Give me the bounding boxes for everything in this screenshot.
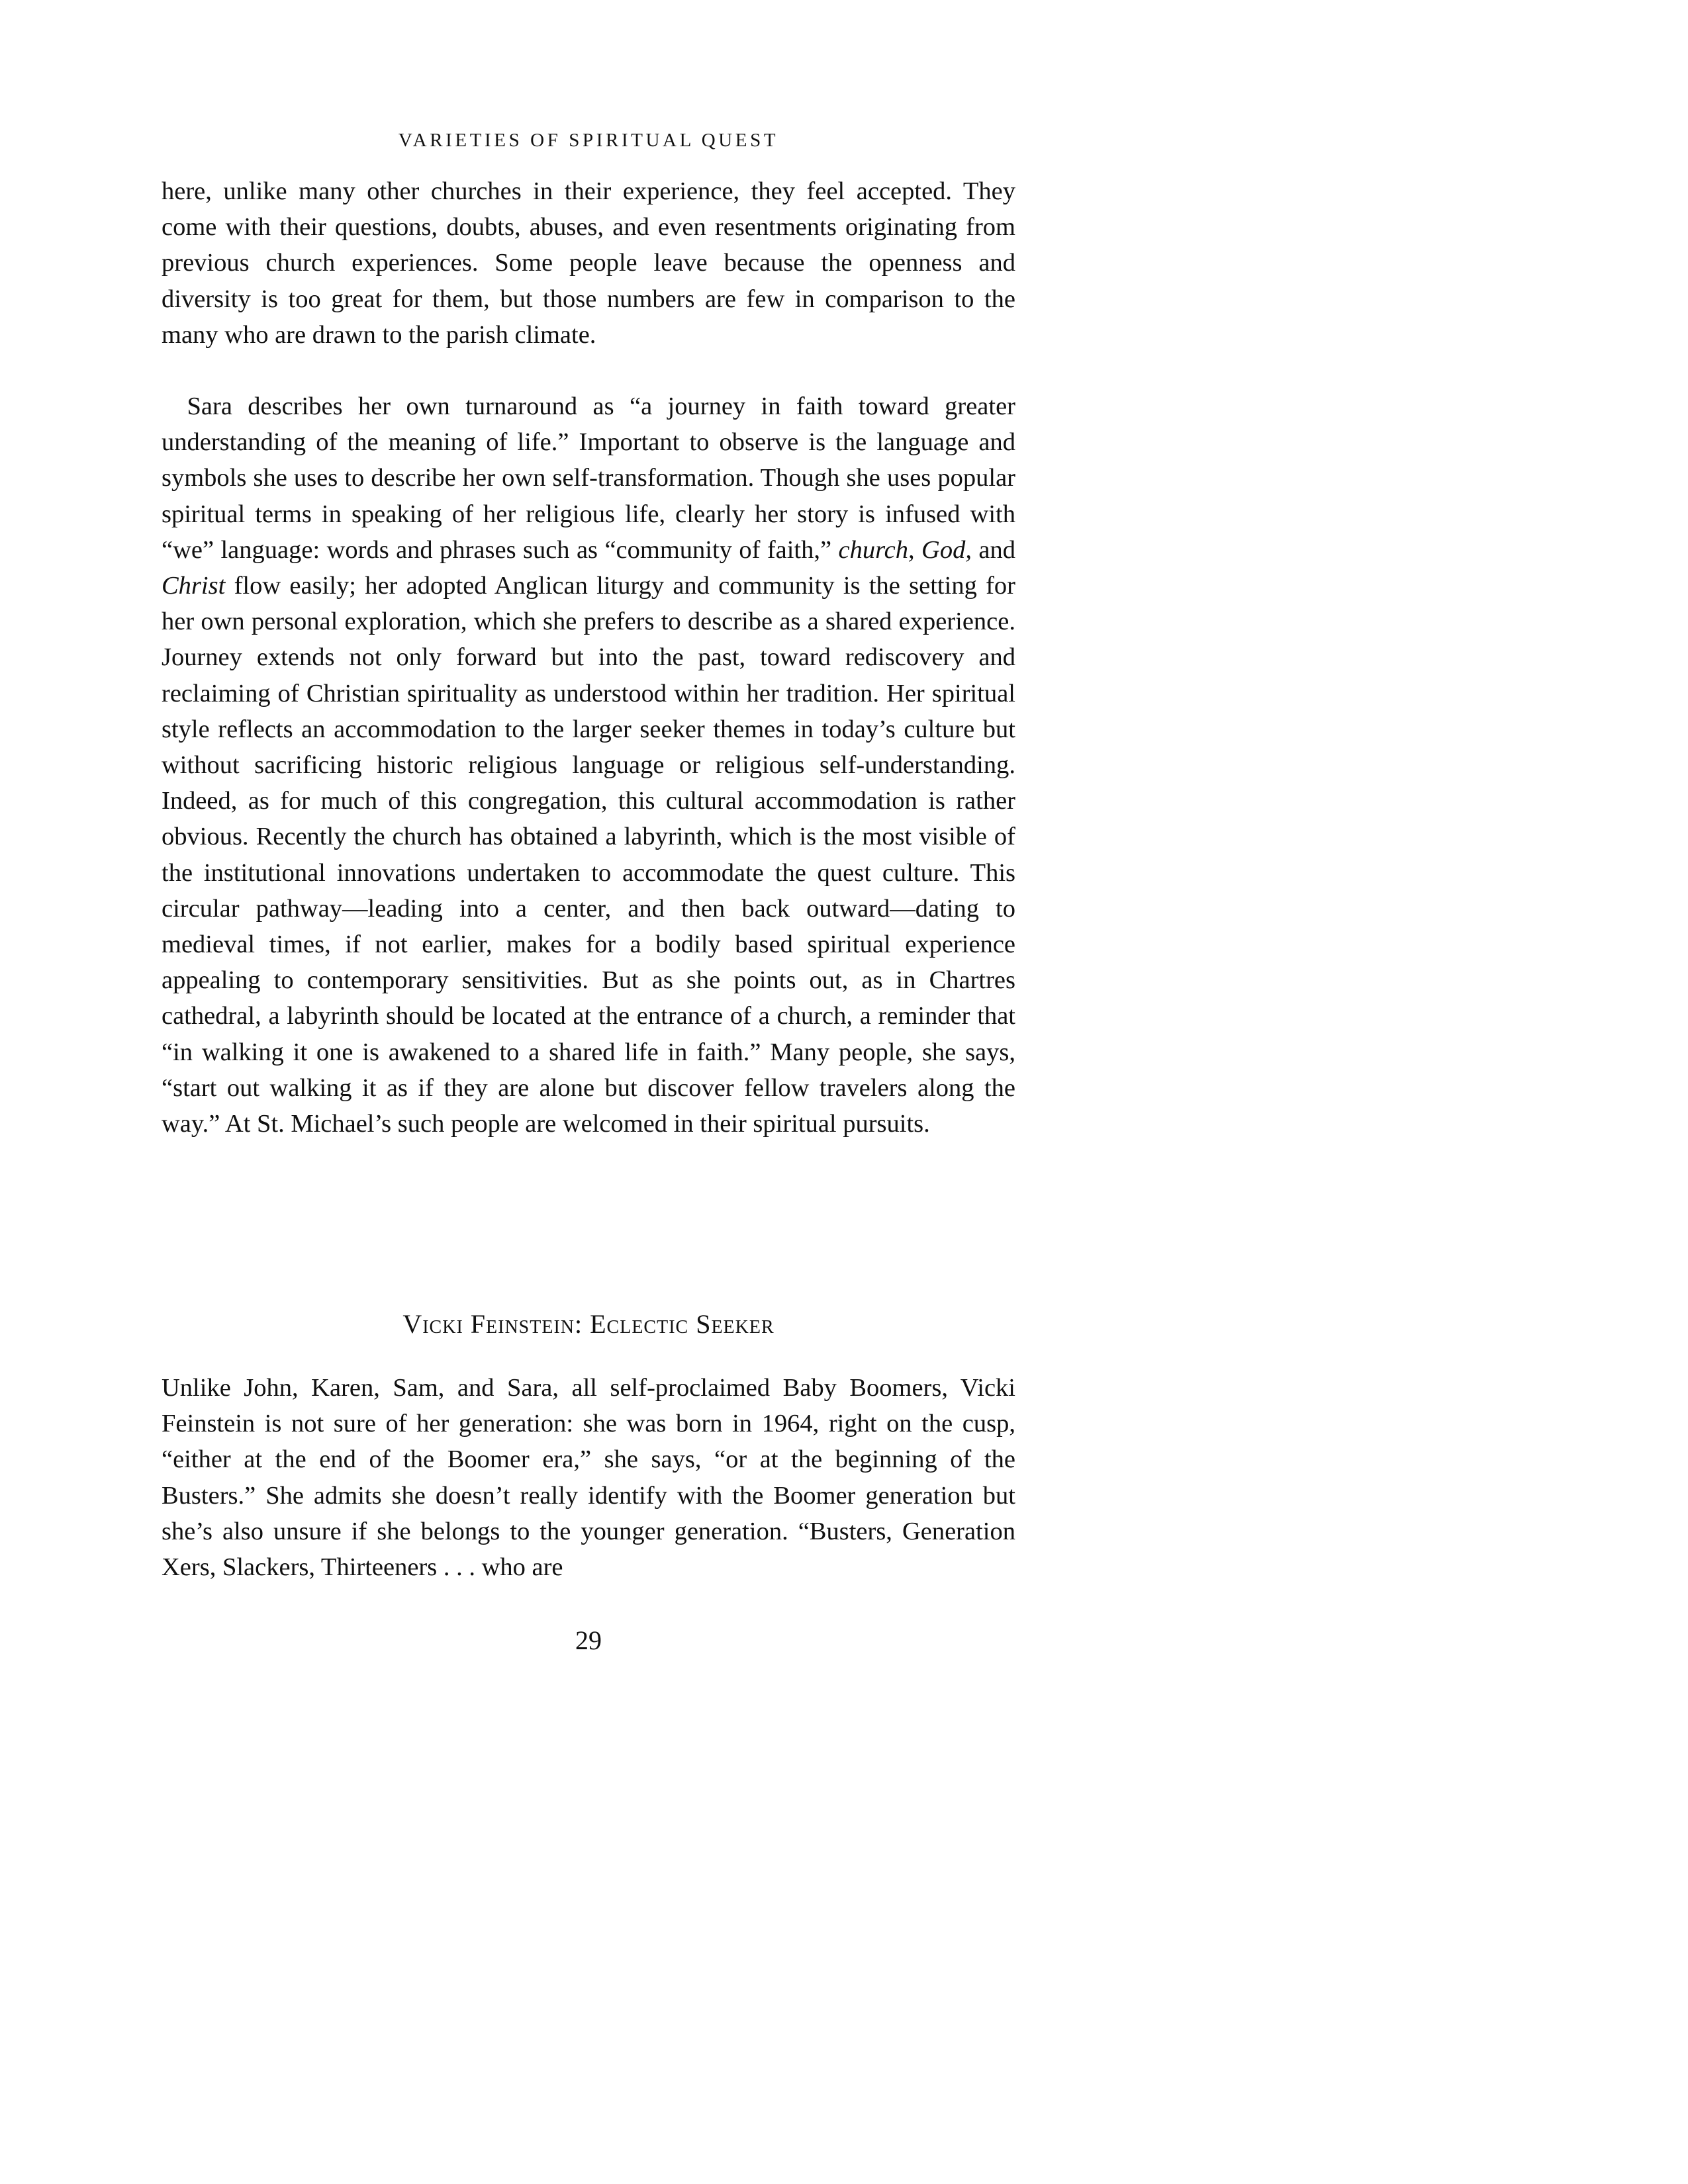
italic-term-church: church, bbox=[838, 535, 915, 564]
paragraph-text: here, unlike many other churches in their experience, they feel accepted. They come with their questions, doubts, abuses, and even resentments originating from previous church experiences. Some people leave because the openness and diversity is too great for them, but those numbers are few in comparison to the many who are drawn to the parish climate. bbox=[162, 177, 1015, 349]
paragraph-text: Unlike John, Karen, Sam, and Sara, all self-proclaimed Baby Boomers, Vicki Feinstein is not sure of her generation: she was born in 1964, right on the cusp, “either at the end of the Boomer era,” she says, “or at the beginning of the Busters.” She admits she doesn’t really identify with the Boomer generation but she’s also unsure if she belongs to the younger generation. “Busters, Generation Xers, Slackers, Thirteeners . . . who are bbox=[162, 1374, 1015, 1582]
section-heading: Vicki Feinstein: Eclectic Seeker bbox=[402, 1309, 774, 1339]
text-run: flow easily; her adopted Anglican liturgy and community is the setting for her own personal exploration, which she prefers to describe as a shared experience. Journey extends not only forward but into the past, toward rediscovery and reclaiming of Christian spirituality as understood within her tradition. Her spiritual style reflects an accommodation to the larger seeker themes in today’s culture but without sacrificing historic religious language or religious self-understanding. Indeed, as for much of this congregation, this cultural accommodation is rather obvious. Recently the church has obtained a labyrinth, which is the most visible of the institutional innovations undertaken to accommodate the quest culture. This circular pathway—leading into a center, and then back outward—dating to medieval times, if not earlier, makes for a bodily based spiritual experience appealing to contemporary sensitivities. But as she points out, as in Chartres cathedral, a labyrinth should be located at the entrance of a church, a reminder that “in walking it one is awakened to a shared life in faith.” Many people, she says, “start out walking it as if they are alone but discover fellow travelers along the way.” At St. Michael’s such people are welcomed in their spiritual pursuits. bbox=[162, 572, 1015, 1138]
page-number: 29 bbox=[575, 1625, 602, 1655]
text-run: and bbox=[971, 535, 1015, 564]
text-run: Sara describes her own turnaround as “a journey in faith toward greater understanding of the meaning of life.” Important to observe is the language and symbols she uses to describe her own self-transformation. Though she uses popular spiritual terms in speaking of her religious life, clearly her story is infused with “we” language: words and phrases such as “community of faith,” bbox=[162, 392, 1015, 564]
italic-term-christ: Christ bbox=[162, 572, 226, 600]
paragraph-continuation bbox=[162, 173, 1015, 353]
italic-term-god: God, bbox=[921, 535, 972, 564]
paragraph-sara bbox=[162, 388, 1015, 1142]
running-head: VARIETIES OF SPIRITUAL QUEST bbox=[398, 130, 779, 151]
paragraph-vicki bbox=[162, 1370, 1015, 1585]
text-run bbox=[915, 536, 921, 564]
paragraph-text bbox=[162, 388, 1015, 1142]
